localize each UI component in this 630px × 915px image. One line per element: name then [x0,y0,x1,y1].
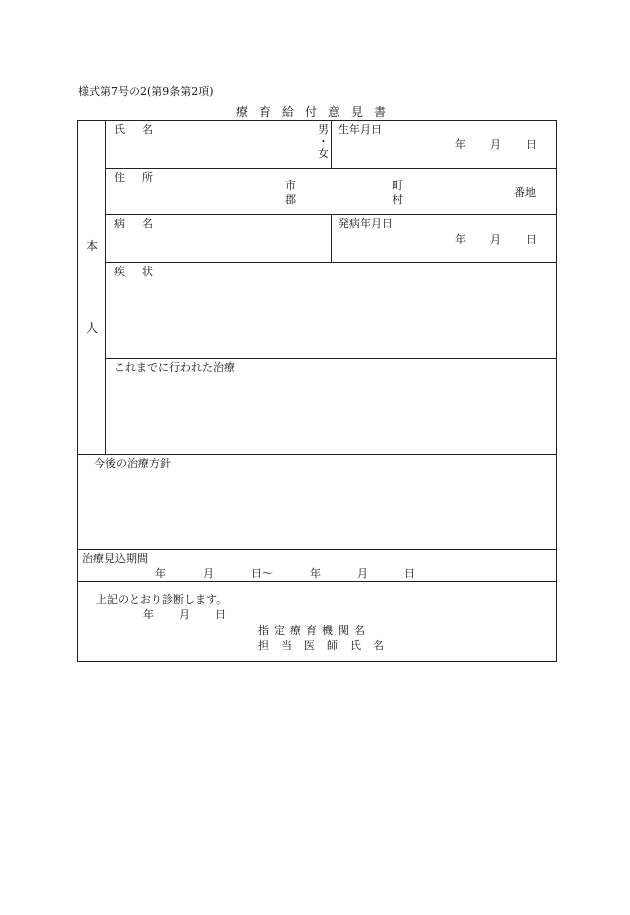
sex-male: 男 [318,123,329,136]
birth-day: 日 [526,138,537,151]
doctor-name-label: 担当医師氏名 [258,639,396,652]
address-label: 住 所 [114,171,156,184]
honnin-label-top: 本 [86,239,99,253]
onset-date-label: 発病年月日 [338,217,393,230]
institution-name-label: 指定療育機関名 [258,624,370,637]
certify-day: 日 [215,608,226,621]
sex-dot: ・ [318,135,329,148]
treatment-policy-label: 今後の治療方針 [94,457,171,470]
form-title: 療育給付意見書 [236,105,398,119]
name-label: 氏 名 [114,123,156,136]
form-reference: 様式第7号の2(第9条第2項) [78,85,214,98]
honnin-label-bottom: 人 [86,321,99,335]
treatment-period-label: 治療見込期間 [82,552,148,565]
period-from-day: 日〜 [251,567,273,580]
birth-date-label: 生年月日 [338,123,382,136]
address-machi: 町 [392,179,403,192]
certify-year: 年 [143,608,154,621]
address-banchi: 番地 [514,186,536,199]
certify-month: 月 [179,608,190,621]
period-to-year: 年 [310,567,321,580]
address-mura: 村 [392,193,403,206]
period-to-month: 月 [357,567,368,580]
sex-female: 女 [318,147,329,160]
period-to-day: 日 [404,567,415,580]
address-gun: 郡 [285,193,296,206]
birth-year: 年 [455,138,466,151]
birth-month: 月 [490,138,501,151]
certify-statement: 上記のとおり診断します。 [96,593,228,606]
period-from-year: 年 [155,567,166,580]
disease-label: 病 名 [114,217,156,230]
onset-year: 年 [455,233,466,246]
address-shi: 市 [285,179,296,192]
onset-day: 日 [526,233,537,246]
symptom-label: 疾 状 [114,265,156,278]
period-from-month: 月 [203,567,214,580]
past-treatment-label: これまでに行われた治療 [114,361,235,374]
onset-month: 月 [490,233,501,246]
